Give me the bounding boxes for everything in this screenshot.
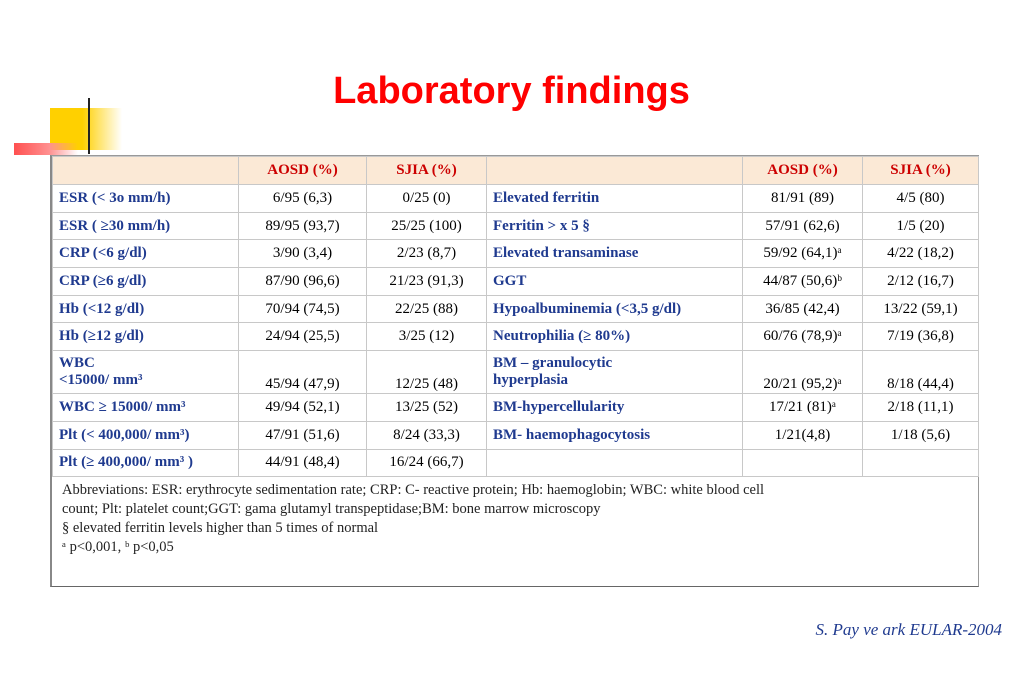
row-label: BM- haemophagocytosis (487, 421, 743, 449)
sjia-value: 1/18 (5,6) (863, 421, 979, 449)
sjia-value: 21/23 (91,3) (367, 268, 487, 296)
sjia-value: 8/18 (44,4) (863, 351, 979, 394)
row-label: Elevated transaminase (487, 240, 743, 268)
sjia-value: 2/12 (16,7) (863, 268, 979, 296)
aosd-value: 59/92 (64,1)ᵃ (743, 240, 863, 268)
row-label: BM-hypercellularity (487, 394, 743, 422)
table-row (53, 323, 979, 351)
row-label: Elevated ferritin (487, 185, 743, 213)
row-label-line: <15000/ mm³ (59, 372, 143, 389)
row-label: Ferritin > x 5 § (487, 212, 743, 240)
sjia-value: 2/18 (11,1) (863, 394, 979, 422)
row-label-line: hyperplasia (493, 372, 569, 389)
aosd-value: 17/21 (81)ᵃ (743, 394, 863, 422)
sjia-value: 4/5 (80) (863, 185, 979, 213)
aosd-value: 70/94 (74,5) (239, 295, 367, 323)
row-label: Plt (< 400,000/ mm³) (53, 421, 239, 449)
lab-findings-table (50, 155, 979, 587)
sjia-value: 3/25 (12) (367, 323, 487, 351)
header-cell (53, 157, 239, 185)
aosd-value: 36/85 (42,4) (743, 295, 863, 323)
footnote-line: count; Plt: platelet count;GGT: gama glutamyl transpeptidase;BM: bone marrow microscopy (62, 501, 601, 518)
row-label-line: BM – granulocytic (493, 355, 613, 372)
table-row (53, 295, 979, 323)
sjia-value: 1/5 (20) (863, 212, 979, 240)
aosd-value: 60/76 (78,9)ᵃ (743, 323, 863, 351)
row-label: Hb (<12 g/dl) (53, 295, 239, 323)
table-row (53, 351, 979, 394)
table-footnotes (52, 477, 978, 561)
row-label-line: WBC (59, 355, 95, 372)
row-label: Neutrophilia (≥ 80%) (487, 323, 743, 351)
sjia-value: 13/25 (52) (367, 394, 487, 422)
aosd-value: 57/91 (62,6) (743, 212, 863, 240)
aosd-value: 24/94 (25,5) (239, 323, 367, 351)
sjia-value: 8/24 (33,3) (367, 421, 487, 449)
table-row (53, 240, 979, 268)
aosd-value: 44/87 (50,6)ᵇ (743, 268, 863, 296)
row-label: GGT (487, 268, 743, 296)
aosd-value: 47/91 (51,6) (239, 421, 367, 449)
aosd-value: 1/21(4,8) (743, 421, 863, 449)
table-row (53, 394, 979, 422)
header-aosd-left: AOSD (%) (239, 157, 367, 185)
sjia-value: 22/25 (88) (367, 295, 487, 323)
aosd-value: 89/95 (93,7) (239, 212, 367, 240)
sjia-value: 7/19 (36,8) (863, 323, 979, 351)
aosd-value (743, 449, 863, 477)
citation: S. Pay ve ark EULAR-2004 (815, 620, 1002, 639)
row-label (487, 449, 743, 477)
row-label: WBC ≥ 15000/ mm³ (53, 394, 239, 422)
table-row (53, 212, 979, 240)
aosd-value: 44/91 (48,4) (239, 449, 367, 477)
header-cell (487, 157, 743, 185)
table-row (53, 185, 979, 213)
row-label: Hypoalbuminemia (<3,5 g/dl) (487, 295, 743, 323)
footnote-line: § elevated ferritin levels higher than 5 times of normal (62, 520, 379, 537)
sjia-value: 4/22 (18,2) (863, 240, 979, 268)
table-row (53, 449, 979, 477)
aosd-value: 3/90 (3,4) (239, 240, 367, 268)
row-label: Plt (≥ 400,000/ mm³ ) (53, 449, 239, 477)
sjia-value: 0/25 (0) (367, 185, 487, 213)
aosd-value: 45/94 (47,9) (239, 351, 367, 394)
row-label (53, 351, 239, 394)
row-label: Hb (≥12 g/dl) (53, 323, 239, 351)
row-label (487, 351, 743, 394)
row-label: CRP (≥6 g/dl) (53, 268, 239, 296)
decor-red-bar (14, 143, 78, 155)
row-label: ESR ( ≥30 mm/h) (53, 212, 239, 240)
table-row (53, 421, 979, 449)
sjia-value: 13/22 (59,1) (863, 295, 979, 323)
header-aosd-right: AOSD (%) (743, 157, 863, 185)
footnote-line: ᵃ p<0,001, ᵇ p<0,05 (62, 539, 174, 556)
sjia-value: 12/25 (48) (367, 351, 487, 394)
header-sjia-right: SJIA (%) (863, 157, 979, 185)
header-sjia-left: SJIA (%) (367, 157, 487, 185)
table-row (53, 268, 979, 296)
sjia-value (863, 449, 979, 477)
aosd-value: 49/94 (52,1) (239, 394, 367, 422)
aosd-value: 87/90 (96,6) (239, 268, 367, 296)
sjia-value: 2/23 (8,7) (367, 240, 487, 268)
table-header-row (53, 157, 979, 185)
aosd-value: 81/91 (89) (743, 185, 863, 213)
row-label: CRP (<6 g/dl) (53, 240, 239, 268)
row-label: ESR (< 3o mm/h) (53, 185, 239, 213)
slide-title: Laboratory findings (333, 70, 690, 112)
sjia-value: 25/25 (100) (367, 212, 487, 240)
aosd-value: 6/95 (6,3) (239, 185, 367, 213)
aosd-value: 20/21 (95,2)ᵃ (743, 351, 863, 394)
sjia-value: 16/24 (66,7) (367, 449, 487, 477)
footnote-line: Abbreviations: ESR: erythrocyte sedimentation rate; CRP: C- reactive protein; Hb: haemoglobin; WBC: white blood cell (62, 482, 765, 499)
